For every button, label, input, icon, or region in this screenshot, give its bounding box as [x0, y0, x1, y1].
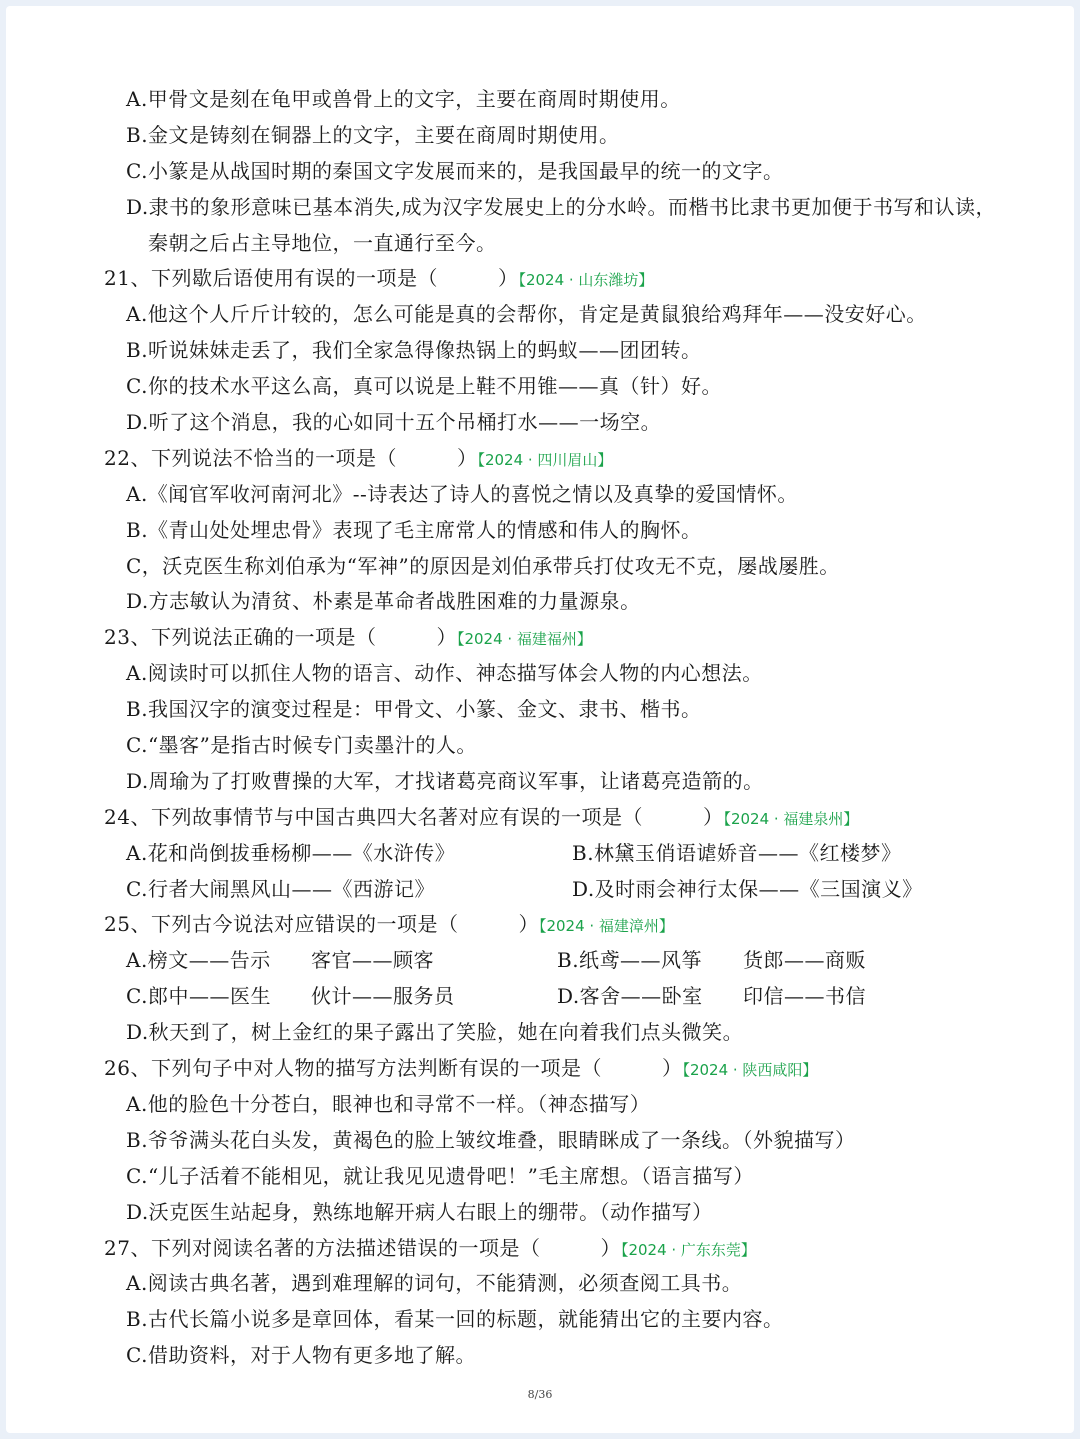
question-paren-close: ） [436, 625, 457, 650]
option-b: B.我国汉字的演变过程是：甲骨文、小篆、金文、隶书、楷书。 [126, 697, 702, 722]
option-b-part2: 货郎——商贩 [743, 948, 866, 973]
question-source: 【2024 · 福建漳州】 [538, 917, 674, 936]
question-text: 22、下列说法不恰当的一项是（ [104, 445, 397, 470]
option-c-part2: 伙计——服务员 [311, 984, 455, 1009]
option-a-part2: 客官——顾客 [311, 948, 434, 973]
question-paren-close: ） [702, 804, 724, 829]
option-c: C.“儿子活着不能相见，就让我见见遗骨吧！”毛主席想。（语言描写） [126, 1163, 754, 1188]
option-b: B.古代长篇小说多是章回体，看某一回的标题，就能猜出它的主要内容。 [126, 1307, 784, 1332]
option-line: D.隶书的象形意味已基本消失,成为汉字发展史上的分水岭。而楷书比隶书更加便于书写和认读， [126, 194, 997, 219]
option-d: D.听了这个消息，我的心如同十五个吊桶打水——一场空。 [126, 410, 662, 435]
question-paren-close: ） [600, 1235, 621, 1260]
question-23 [104, 620, 1004, 656]
option-d: D.周瑜为了打败曹操的大军，才找诸葛亮商议军事，让诸葛亮造箭的。 [126, 768, 764, 793]
option-line: C.小篆是从战国时期的秦国文字发展而来的，是我国最早的统一的文字。 [126, 158, 784, 183]
option-d-part2: 印信——书信 [743, 984, 866, 1009]
option-c: C.“墨客”是指古时候专门卖墨汁的人。 [126, 733, 477, 758]
question-26 [104, 1051, 1004, 1087]
option-d: D.及时雨会神行太保——《三国演义》 [572, 876, 923, 901]
option-a-part1: A.榜文——告示 [126, 948, 271, 973]
option-row [104, 979, 1004, 1015]
option-b-part1: B.纸鸢——风筝 [557, 948, 703, 973]
question-25 [104, 907, 1004, 943]
question-text: 21、下列歇后语使用有误的一项是（ [104, 266, 438, 291]
option-a: A.花和尚倒拔垂杨柳——《水浒传》 [126, 840, 456, 865]
option-row [104, 943, 1004, 979]
question-paren-close: ） [518, 912, 539, 937]
option-extra: D.秋天到了，树上金红的果子露出了笑脸，她在向着我们点头微笑。 [126, 1020, 744, 1045]
question-text: 24、下列故事情节与中国古典四大名著对应有误的一项是（ [104, 804, 643, 829]
option-b: B.爷爷满头花白头发，黄褐色的脸上皱纹堆叠，眼睛眯成了一条线。（外貌描写） [126, 1127, 856, 1152]
option-c: C，沃克医生称刘伯承为“军神”的原因是刘伯承带兵打仗攻无不克，屡战屡胜。 [126, 553, 840, 578]
question-paren-close: ） [661, 1056, 683, 1081]
question-text: 26、下列句子中对人物的描写方法判断有误的一项是（ [104, 1056, 602, 1081]
option-b: B.听说妹妹走丢了，我们全家急得像热锅上的蚂蚁——团团转。 [126, 338, 702, 363]
question-text: 27、下列对阅读名著的方法描述错误的一项是（ [104, 1235, 541, 1260]
option-c: C.行者大闹黑风山——《西游记》 [126, 876, 435, 901]
option-c: C.借助资料，对于人物有更多地了解。 [126, 1343, 476, 1368]
option-a: A.他这个人斤斤计较的，怎么可能是真的会帮你，肯定是黄鼠狼给鸡拜年——没安好心。 [126, 302, 927, 327]
option-d: D.沃克医生站起身，熟练地解开病人右眼上的绷带。（动作描写） [126, 1199, 713, 1224]
page-number: 8/36 [527, 1388, 553, 1401]
option-a: A.《闻官军收河南河北》--诗表达了诗人的喜悦之情以及真挚的爱国情怀。 [126, 481, 798, 506]
question-source: 【2024 · 广东东莞】 [620, 1240, 756, 1259]
option-line-continued: 秦朝之后占主导地位，一直通行至今。 [148, 230, 497, 255]
question-text: 25、下列古今说法对应错误的一项是（ [104, 912, 459, 937]
option-line: A.甲骨文是刻在龟甲或兽骨上的文字，主要在商周时期使用。 [126, 87, 681, 111]
question-24 [104, 800, 1004, 836]
question-paren-close: ） [456, 445, 478, 470]
question-21 [104, 261, 1004, 297]
question-source: 【2024 · 福建泉州】 [723, 809, 859, 828]
question-source: 【2024 · 四川眉山】 [477, 450, 613, 469]
question-text: 23、下列说法正确的一项是（ [104, 625, 377, 650]
option-a: A.阅读时可以抓住人物的语言、动作、神态描写体会人物的内心想法。 [126, 661, 763, 686]
question-source: 【2024 · 陕西咸阳】 [682, 1061, 818, 1080]
question-list [104, 82, 1004, 1374]
option-c: C.你的技术水平这么高，真可以说是上鞋不用锥——真（针）好。 [126, 374, 722, 399]
option-c-part1: C.郎中——医生 [126, 984, 271, 1009]
option-a: A.他的脸色十分苍白，眼神也和寻常不一样。（神态描写） [126, 1091, 651, 1116]
question-source: 【2024 · 山东潍坊】 [518, 271, 654, 290]
option-row [104, 836, 1004, 872]
option-row [104, 872, 1004, 908]
option-d-part1: D.客舍——卧室 [557, 984, 703, 1009]
option-d: D.方志敏认为清贫、朴素是革命者战胜困难的力量源泉。 [126, 589, 641, 614]
question-22 [104, 441, 1004, 477]
option-line: B.金文是铸刻在铜器上的文字，主要在商周时期使用。 [126, 122, 620, 147]
option-a: A.阅读古典名著，遇到难理解的词句，不能猜测，必须查阅工具书。 [126, 1271, 743, 1296]
question-source: 【2024 · 福建福州】 [456, 630, 592, 649]
option-b: B.《青山处处埋忠骨》表现了毛主席常人的情感和伟人的胸怀。 [126, 517, 702, 542]
document-page [6, 6, 1074, 1433]
question-27 [104, 1231, 1004, 1267]
question-paren-close: ） [497, 266, 519, 291]
option-b: B.林黛玉俏语谑娇音——《红楼梦》 [572, 840, 902, 865]
